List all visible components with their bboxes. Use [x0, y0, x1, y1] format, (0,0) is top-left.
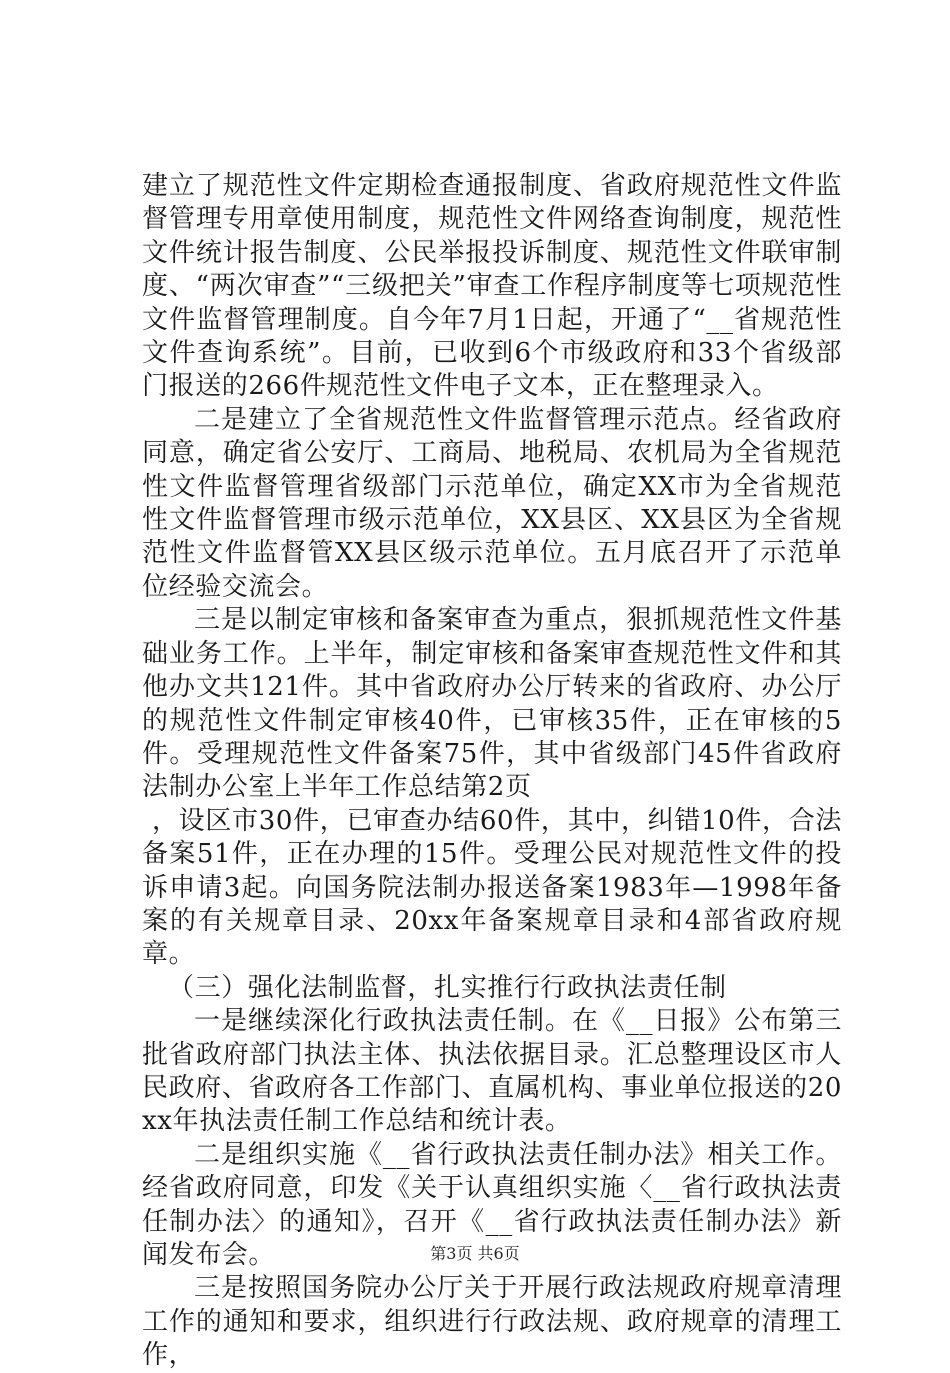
paragraph-continuation: 建立了规范性文件定期检查通报制度、省政府规范性文件监督管理专用章使用制度，规范性文件网络查询制度，规范性文件统计报告制度、公民举报投诉制度、规范性文件联审制度、“两次审查”“三级把关”审查工作程序制度等七项规范性文件监督管理制度。自今年7月1日起，开通了“__省规范性文件查询系统”。目前，已收到6个市级政府和33个省级部门报送的266件规范性文件电子文本，正在整理录入。 — [142, 171, 842, 402]
paragraph-item-three-cleanup: 三是按照国务院办公厅关于开展行政法规政府规章清理工作的通知和要求，组织进行行政法规、政府规章的清理工作， — [142, 1273, 842, 1371]
paragraph-item-two-implementation: 二是组织实施《__省行政执法责任制办法》相关工作。经省政府同意，印发《关于认真组织实施〈__省行政执法责任制办法〉的通知》，召开《__省行政执法责任制办法》新闻发布会。 — [142, 1139, 842, 1270]
paragraph-review-continued: ，设区市30件，已审查办结60件，其中，纠错10件，合法备案51件，正在办理的15件。受理公民对规范性文件的投诉申请3起。向国务院法制办报送备案1983年—1998年备案的有关规章目录、20xx年备案规章目录和4部省政府规章。 — [142, 805, 842, 970]
section-heading-supervision: （三）强化法制监督，扎实推行行政执法责任制 — [168, 972, 727, 1003]
page-number-indicator: 第3页 共6页 — [430, 1244, 520, 1263]
paragraph-item-three-review: 三是以制定审核和备案审查为重点，狠抓规范性文件基础业务工作。上半年，制定审核和备案审查规范性文件和其他办文共121件。其中省政府办公厅转来的省政府、办公厅的规范性文件制定审核40件，已审核35件，正在审核的5件。受理规范性文件备案75件，其中省级部门45件省政府法制办公室上半年工作总结第2页 — [142, 605, 842, 803]
paragraph-item-one-enforcement: 一是继续深化行政执法责任制。在《__日报》公布第三批省政府部门执法主体、执法依据目录。汇总整理设区市人民政府、省政府各工作部门、直属机构、事业单位报送的20xx年执法责任制工作总结和统计表。 — [142, 1006, 842, 1137]
page-footer — [0, 1244, 950, 1264]
document-body — [142, 170, 842, 1373]
paragraph-item-two-demonstration: 二是建立了全省规范性文件监督管理示范点。经省政府同意，确定省公安厅、工商局、地税局、农机局为全省规范性文件监督管理省级部门示范单位，确定XX市为全省规范性文件监督管理市级示范单位，XX县区、XX县区为全省规范性文件监督管XX县区级示范单位。五月底召开了示范单位经验交流会。 — [142, 404, 842, 602]
